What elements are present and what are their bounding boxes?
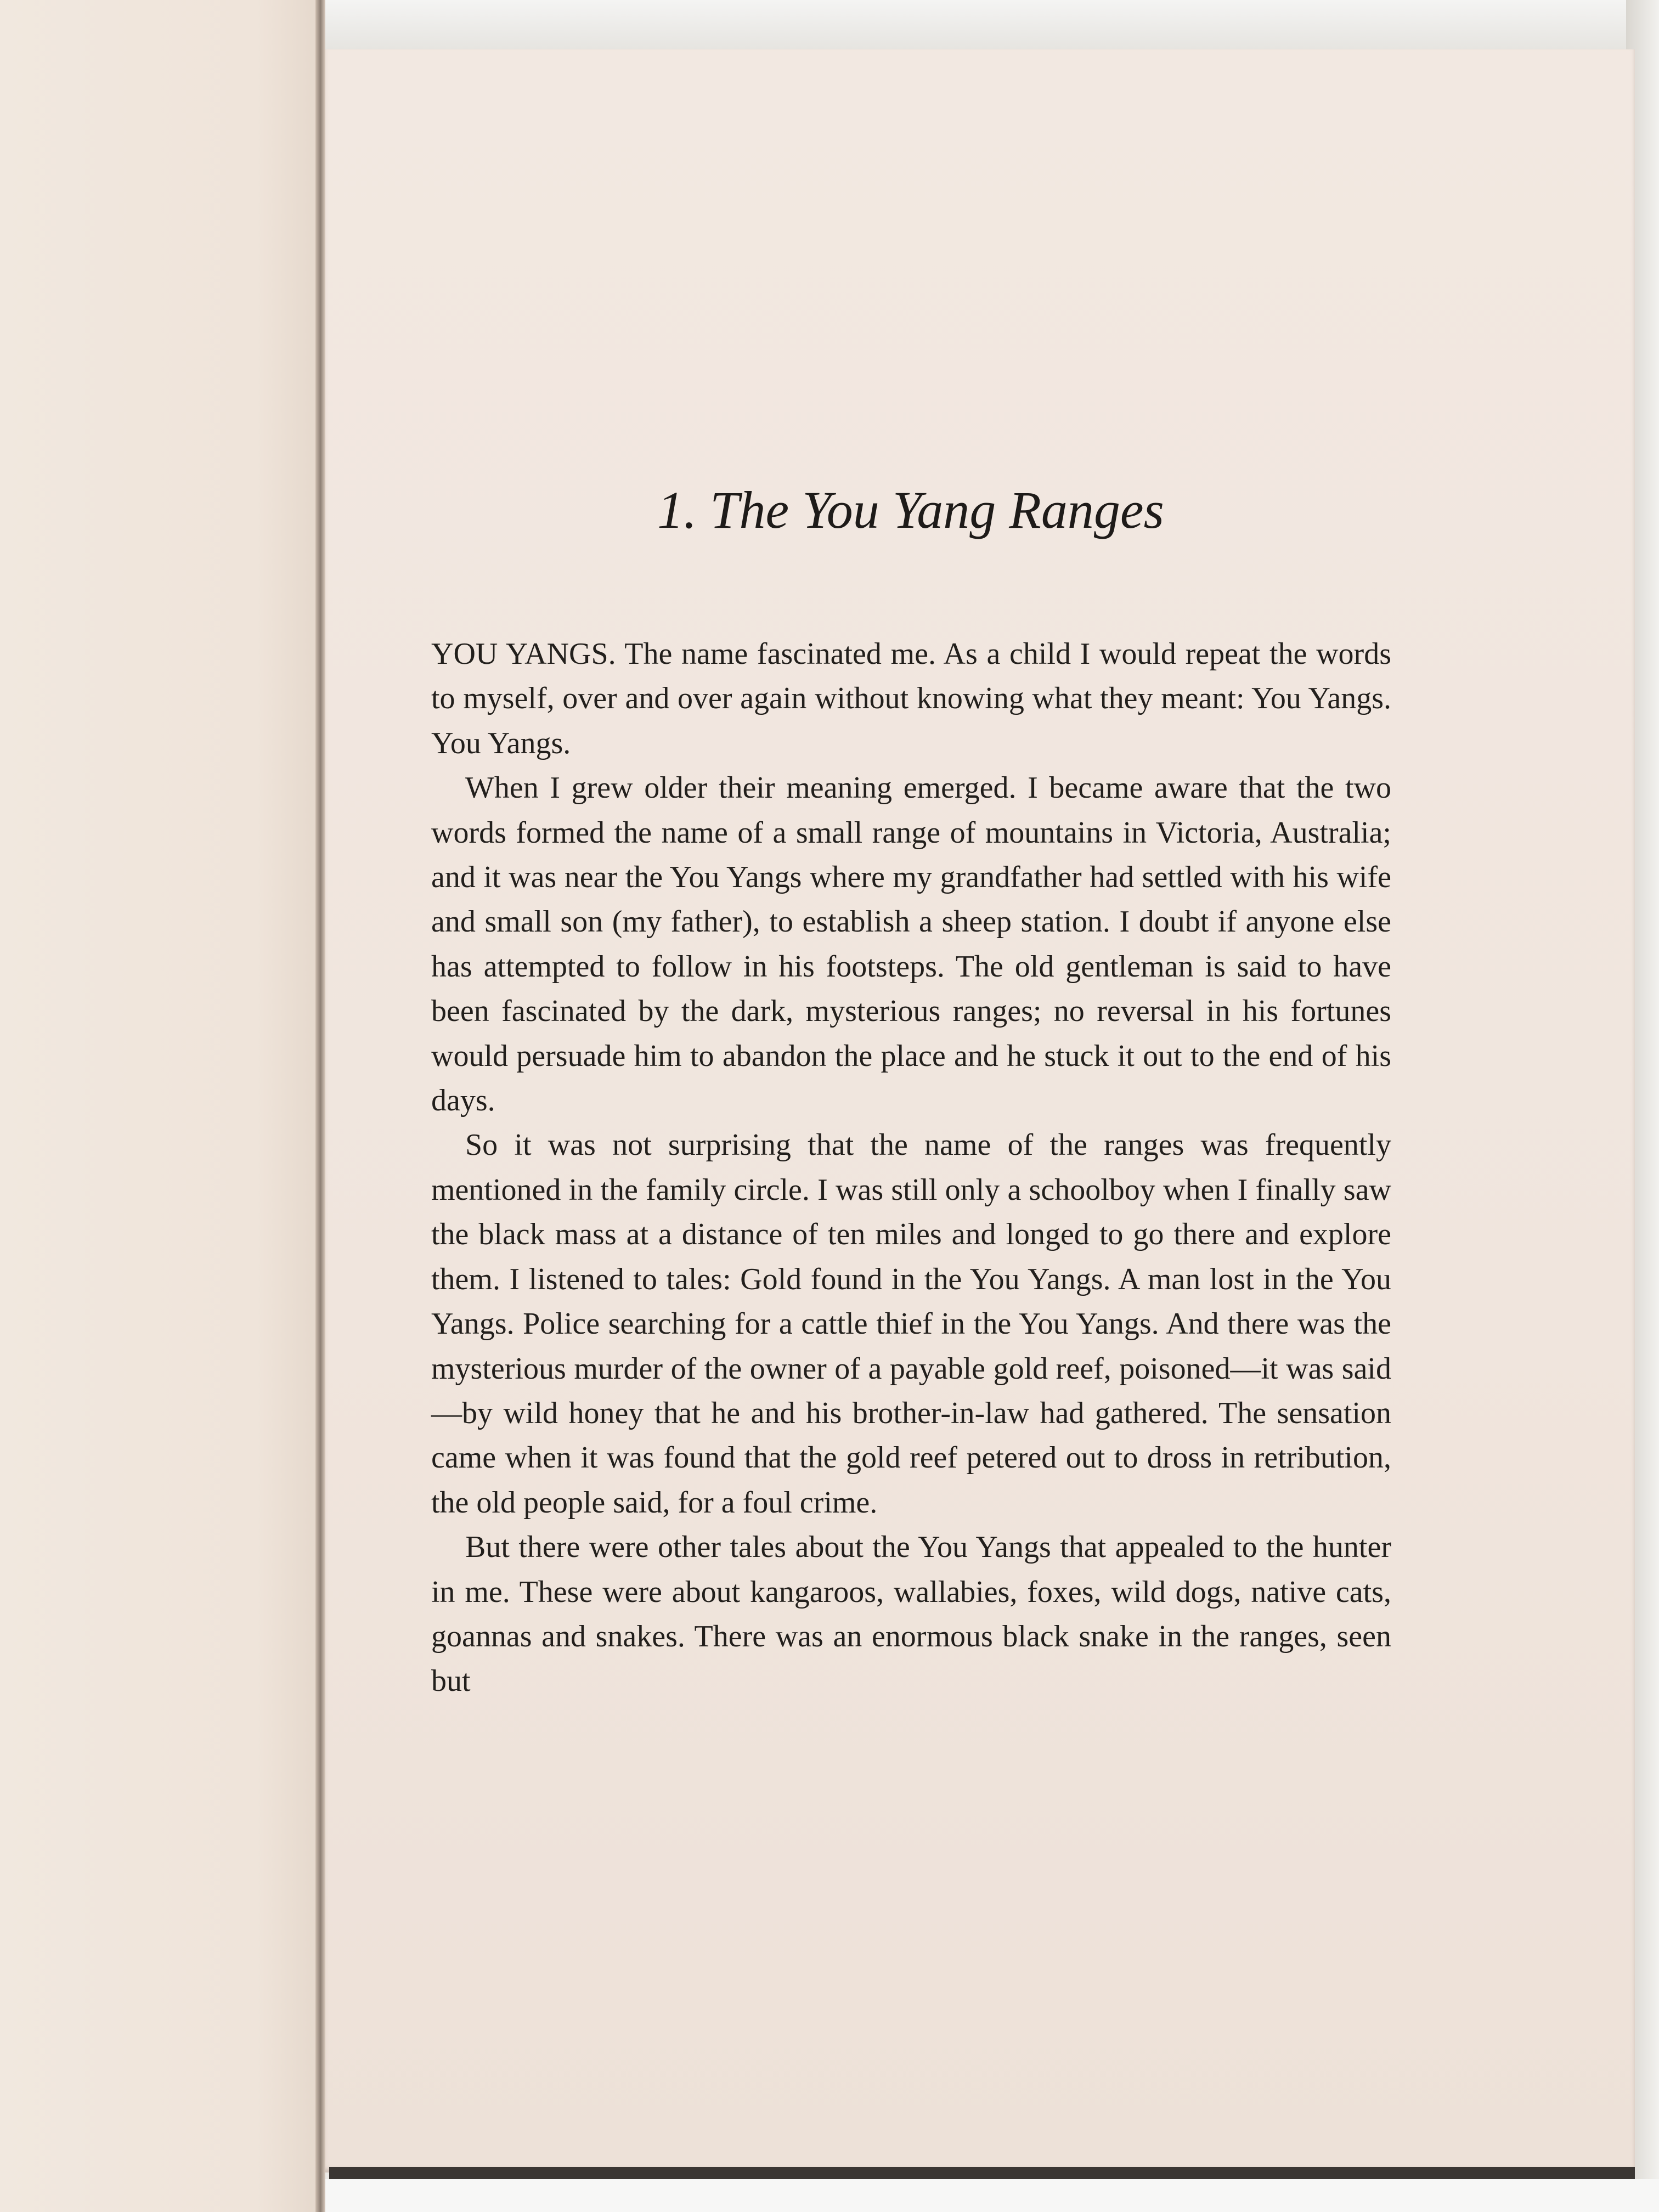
book-gutter	[315, 0, 325, 2212]
chapter-title: 1. The You Yang Ranges	[657, 481, 1164, 539]
paragraph-1: YOU YANGS. The name fascinated me. As a child I would repeat the words to myself, over and over again without knowing what they meant: You Yangs. You Yangs.	[431, 637, 1391, 760]
paragraph-3: So it was not surprising that the name of the ranges was frequently mentioned in the family circle. I was still only a schoolboy when I finally saw the black mass at a distance of ten miles and longed to go there and explore them. I listened to tales: Gold found in the You Yangs. A man lost in the You Yangs. Police searching for a cattle thief in the You Yangs. And there was the mysterious murder of the owner of a payable gold reef, poisoned—it was said—by wild honey that he and his brother-in-law had gathered. The sensation came when it was found that the gold reef petered out to dross in retribution, the old people said, for a foul crime.	[431, 1128, 1391, 1520]
paragraph-2: When I grew older their meaning emerged. I became aware that the two words formed the name of a small range of mountains in Victoria, Australia; and it was near the You Yangs where my grandfather had settled with his wife and small son (my father), to establish a sheep station. I doubt if anyone else has attempted to follow in his footsteps. The old gentleman is said to have been fascinated by the dark, mysterious ranges; no reversal in his fortunes would persuade him to abandon the place and he stuck it out to the end of his days.	[431, 771, 1391, 1118]
paragraph-4: But there were other tales about the You Yangs that appealed to the hunter in me. These were about kangaroos, wallabies, foxes, wild dogs, native cats, goannas and snakes. There was an enormous black snake in the ranges, seen but	[431, 1530, 1391, 1699]
page-bottom-edge	[329, 2167, 1635, 2179]
left-page	[0, 0, 321, 2212]
body-text	[431, 632, 1391, 1927]
